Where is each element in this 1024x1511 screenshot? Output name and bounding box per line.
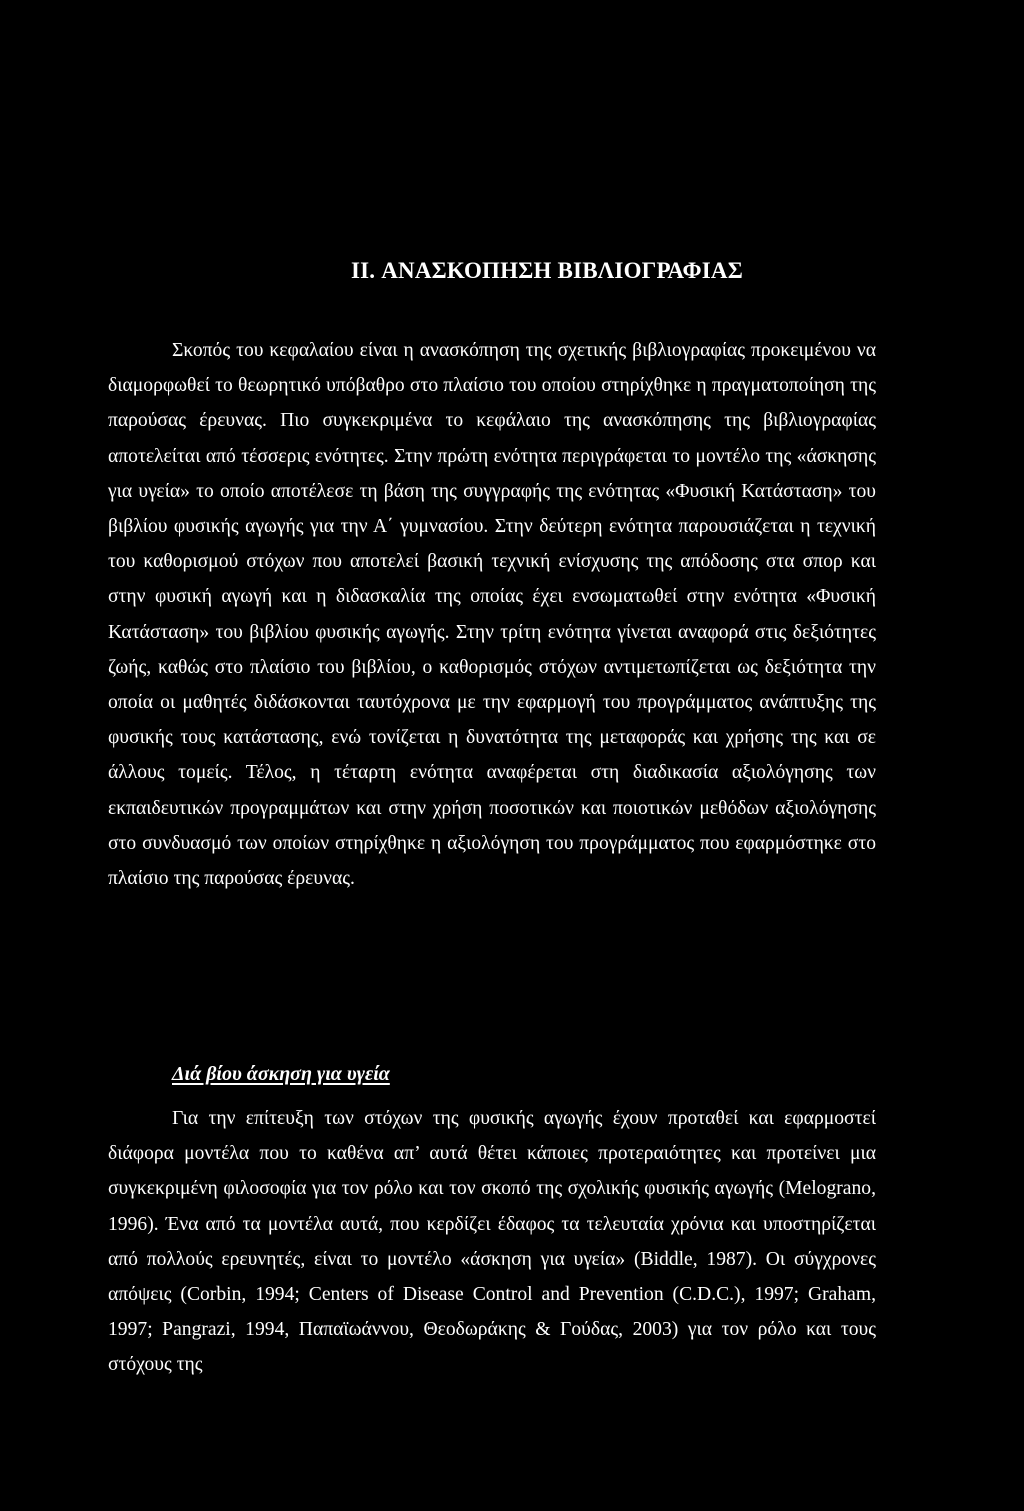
intro-paragraph: Σκοπός του κεφαλαίου είναι η ανασκόπηση της σχετικής βιβλιογραφίας προκειμένου να διαμορφωθεί το θεωρητικό υπόβαθρο στο πλαίσιο του οποίου στηρίχθηκε η πραγματοποίηση της παρούσας έρευνας. Πιο συγκεκριμένα το κεφάλαιο της ανασκόπησης της βιβλιογραφίας αποτελείται από τέσσερις ενότητες. Στην πρώτη ενότητα περιγράφεται το μοντέλο της «άσκησης για υγεία» το οποίο αποτέλεσε τη βάση της συγγραφής της ενότητας «Φυσική Κατάσταση» του βιβλίου φυσικής αγωγής για την Α΄ γυμνασίου. Στην δεύτερη ενότητα παρουσιάζεται η τεχνική του καθορισμού στόχων που αποτελεί βασική τεχνική ενίσχυσης της απόδοσης στα σπορ και στην φυσική αγωγή και η διδασκαλία της οποίας έχει ενσωματωθεί στην ενότητα «Φυσική Κατάσταση» του βιβλίου φυσικής αγωγής. Στην τρίτη ενότητα γίνεται αναφορά στις δεξιότητες ζωής, καθώς στο πλαίσιο του βιβλίου, ο καθορισμός στόχων αντιμετωπίζεται ως δεξιότητα την οποία οι μαθητές διδάσκονται ταυτόχρονα με την εφαρμογή του προγράμματος ανάπτυξης της φυσικής τους κατάστασης, ενώ τονίζεται η δυνατότητα της μεταφοράς και χρήσης της και σε άλλους τομείς. Τέλος, η τέταρτη ενότητα αναφέρεται στη διαδικασία αξιολόγησης των εκπαιδευτικών προγραμμάτων και στην χρήση ποσοτικών και ποιοτικών μεθόδων αξιολόγησης στο συνδυασμό των οποίων στηρίχθηκε η αξιολόγηση του προγράμματος που εφαρμόστηκε στο πλαίσιο της παρούσας έρευνας. <box>108 340 876 890</box>
section-paragraph: Για την επίτευξη των στόχων της φυσικής αγωγής έχουν προταθεί και εφαρμοστεί διάφορα μοντέλα που το καθένα απ’ αυτά θέτει κάποιες προτεραιότητες και προτείνει μια συγκεκριμένη φιλοσοφία για τον ρόλο και τον σκοπό της σχολικής φυσικής αγωγής (Melograno, 1996). Ένα από τα μοντέλα αυτά, που κερδίζει έδαφος τα τελευταία χρόνια και υποστηρίζεται από πολλούς ερευνητές, είναι το μοντέλο «άσκηση για υγεία» (Biddle, 1987). Οι σύγχρονες απόψεις (Corbin, 1994; Centers of Disease Control and Prevention (C.D.C.), 1997; Graham, 1997; Pangrazi, 1994, Παπαϊωάννου, Θεοδωράκης & Γούδας, 2003) για τον ρόλο και τους στόχους της <box>108 1108 876 1376</box>
section-heading: Διά βίου άσκηση για υγεία <box>172 1063 390 1085</box>
chapter-title: II. ΑΝΑΣΚΟΠΗΣΗ ΒΙΒΛΙΟΓΡΑΦΙΑΣ <box>351 258 743 283</box>
